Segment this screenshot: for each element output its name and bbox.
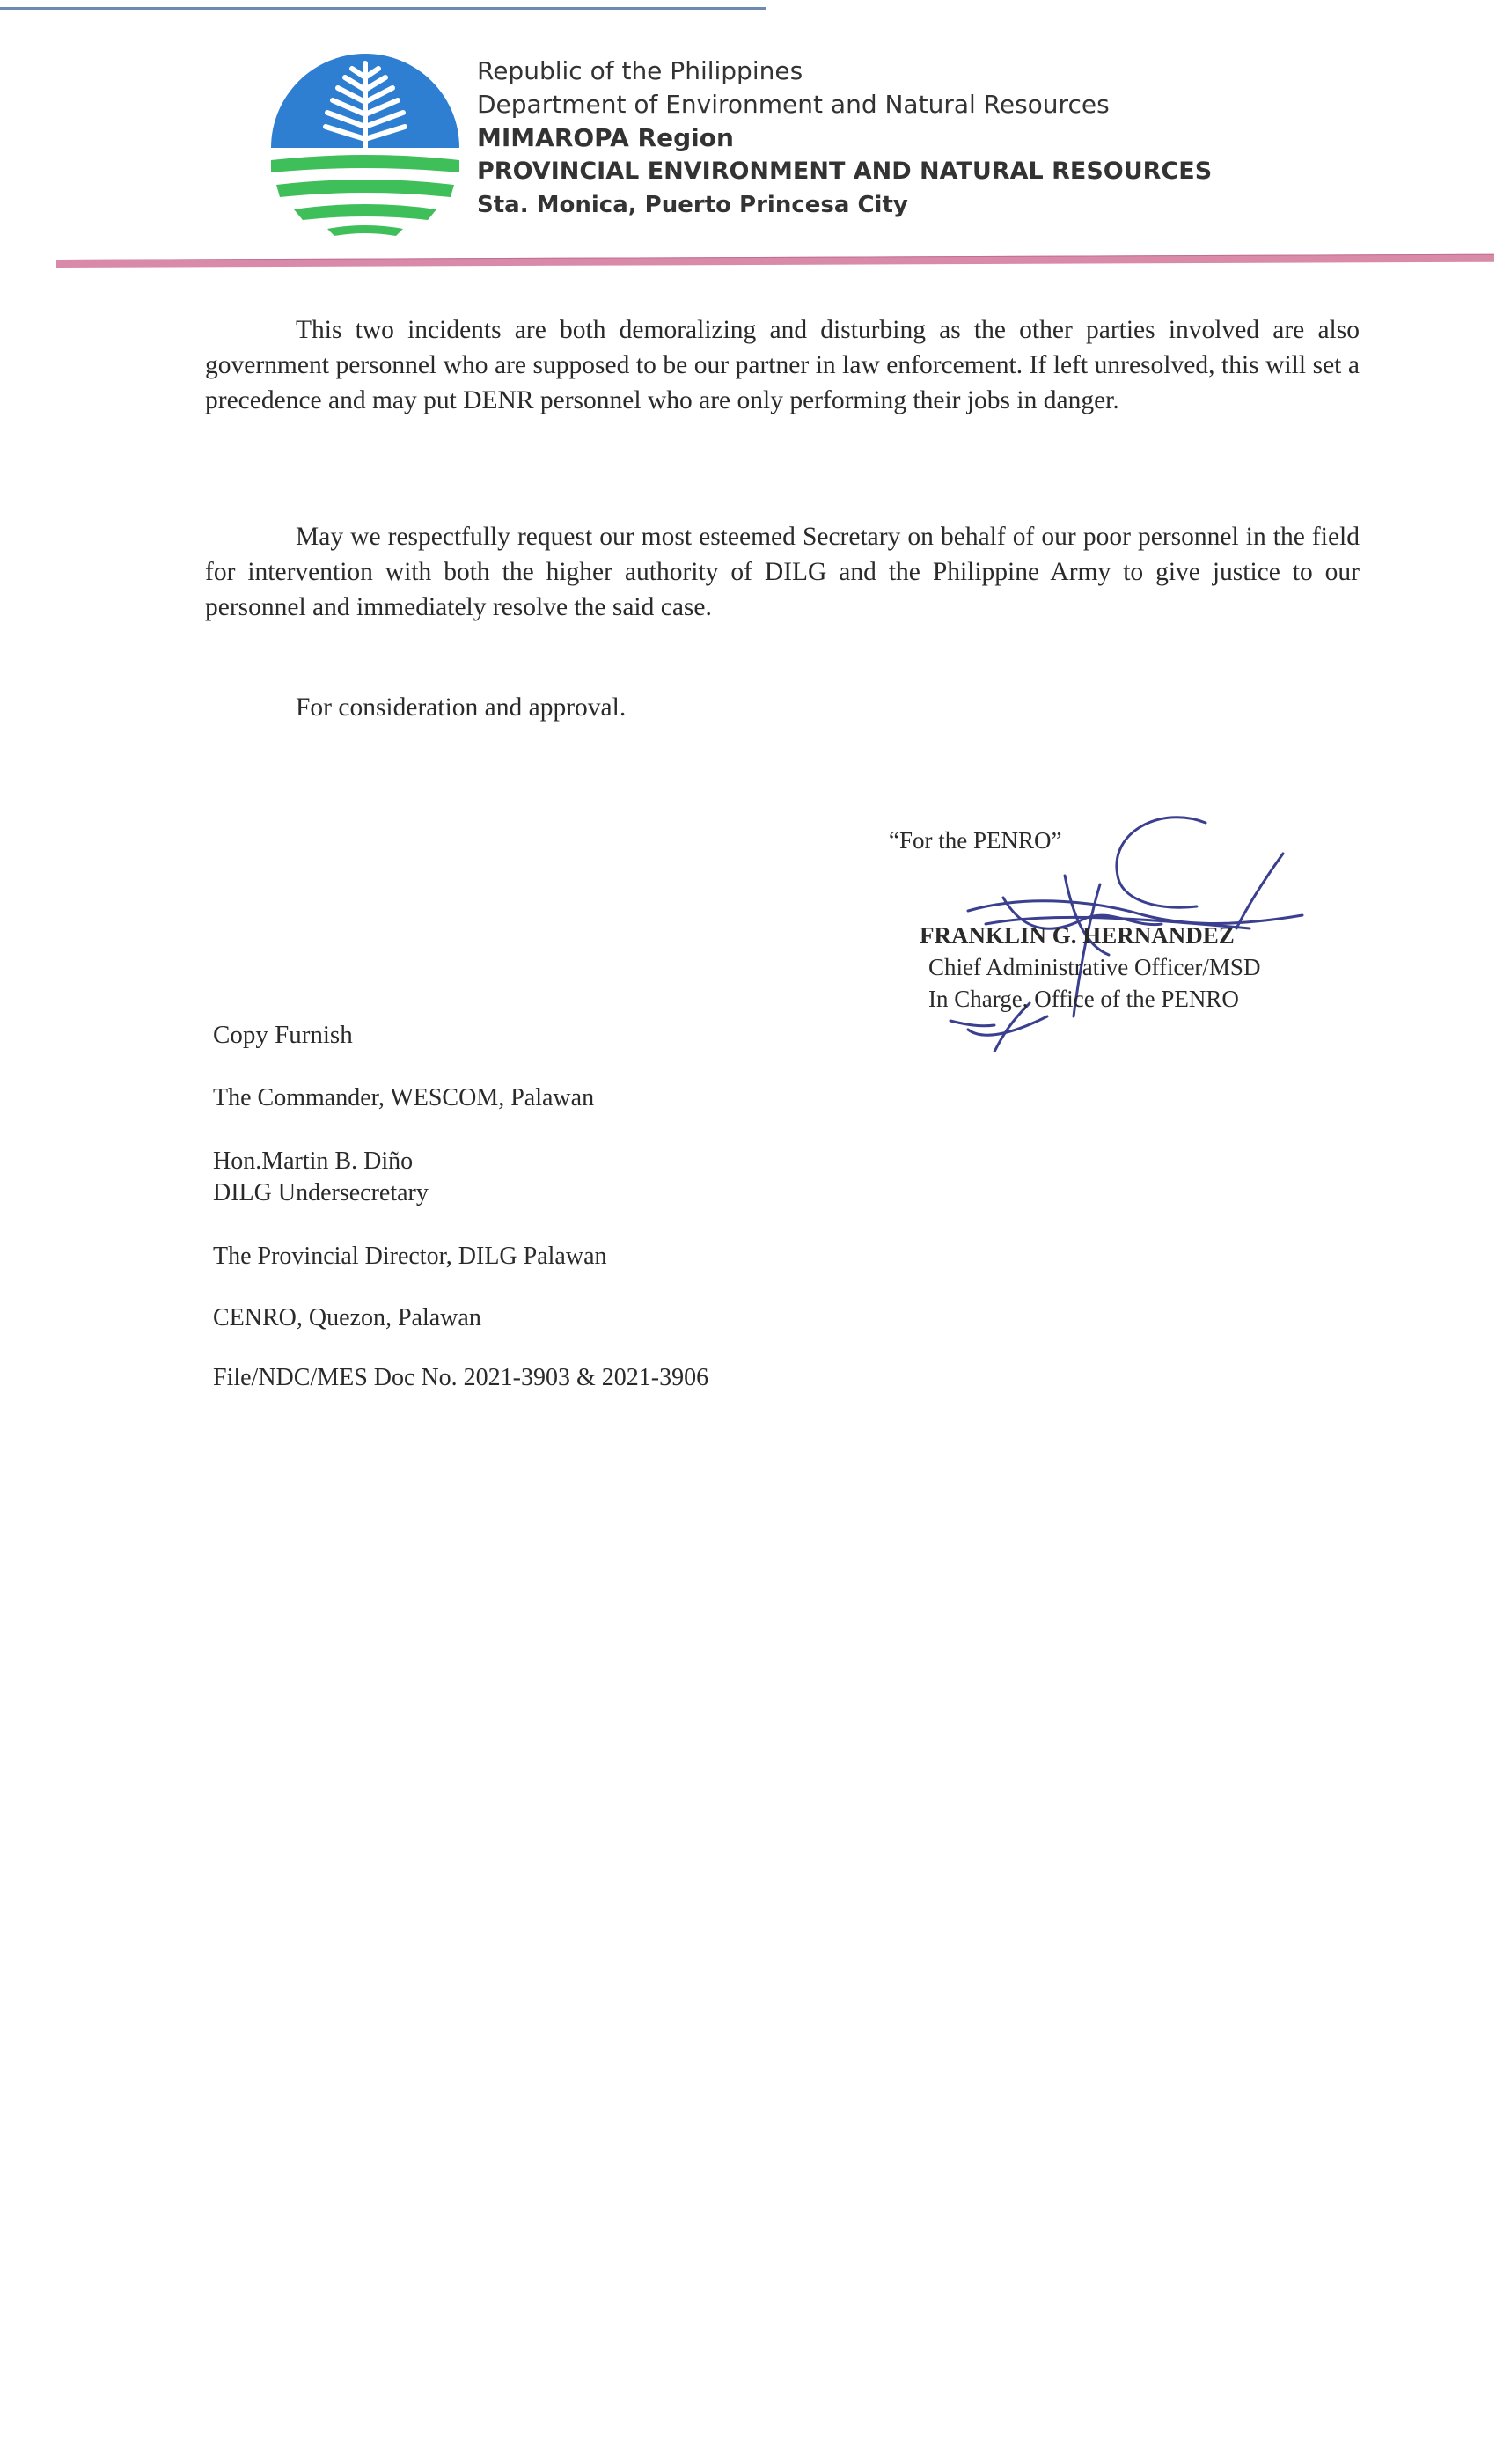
letterhead-region: MIMAROPA Region: [477, 123, 734, 152]
letterhead-address: Sta. Monica, Puerto Princesa City: [477, 192, 908, 218]
letterhead-country: Republic of the Philippines: [477, 56, 803, 85]
closing-line: For consideration and approval.: [296, 693, 627, 722]
copy-recipient-1: The Commander, WESCOM, Palawan: [213, 1084, 595, 1111]
letterhead: [477, 55, 1212, 222]
copy-recipient-2: [213, 1146, 429, 1209]
for-penro-line: “For the PENRO”: [889, 827, 1062, 854]
letterhead-department: Department of Environment and Natural Resources: [477, 90, 1110, 119]
copy-recipient-4: CENRO, Quezon, Palawan: [213, 1304, 481, 1331]
file-reference: File/NDC/MES Doc No. 2021-3903 & 2021-3906: [213, 1364, 709, 1391]
signer-title-1: Chief Administrative Officer/MSD: [928, 954, 1261, 980]
paragraph-text: May we respectfully request our most esteemed Secretary on behalf of our poor personnel in the field for intervention with both the higher authority of DILG and the Philippine Army to give justice to our personnel and immediately resolve the said case.: [205, 523, 1360, 621]
body-paragraph-1: [205, 312, 1360, 418]
denr-logo-icon: [264, 44, 466, 238]
copy-recipient-3: The Provincial Director, DILG Palawan: [213, 1243, 607, 1270]
copy-furnish-title: Copy Furnish: [213, 1021, 353, 1049]
letterhead-divider: [56, 254, 1494, 268]
paragraph-text: This two incidents are both demoralizing and disturbing as the other parties involved are also government personnel who are supposed to be our partner in law enforcement. If left unresolved, this will set a precedence and may put DENR personnel who are only performing their jobs in danger.: [205, 316, 1360, 414]
recipient-title: DILG Undersecretary: [213, 1179, 429, 1206]
scan-edge-line: [0, 7, 766, 10]
letterhead-office: PROVINCIAL ENVIRONMENT AND NATURAL RESOURCES: [477, 158, 1213, 185]
recipient-name: Hon.Martin B. Diño: [213, 1148, 414, 1175]
signer-block: [920, 920, 1260, 1015]
signer-title-2: In Charge, Office of the PENRO: [928, 986, 1239, 1012]
body-paragraph-2: [205, 519, 1360, 625]
signer-name: FRANKLIN G. HERNANDEZ: [920, 922, 1235, 949]
